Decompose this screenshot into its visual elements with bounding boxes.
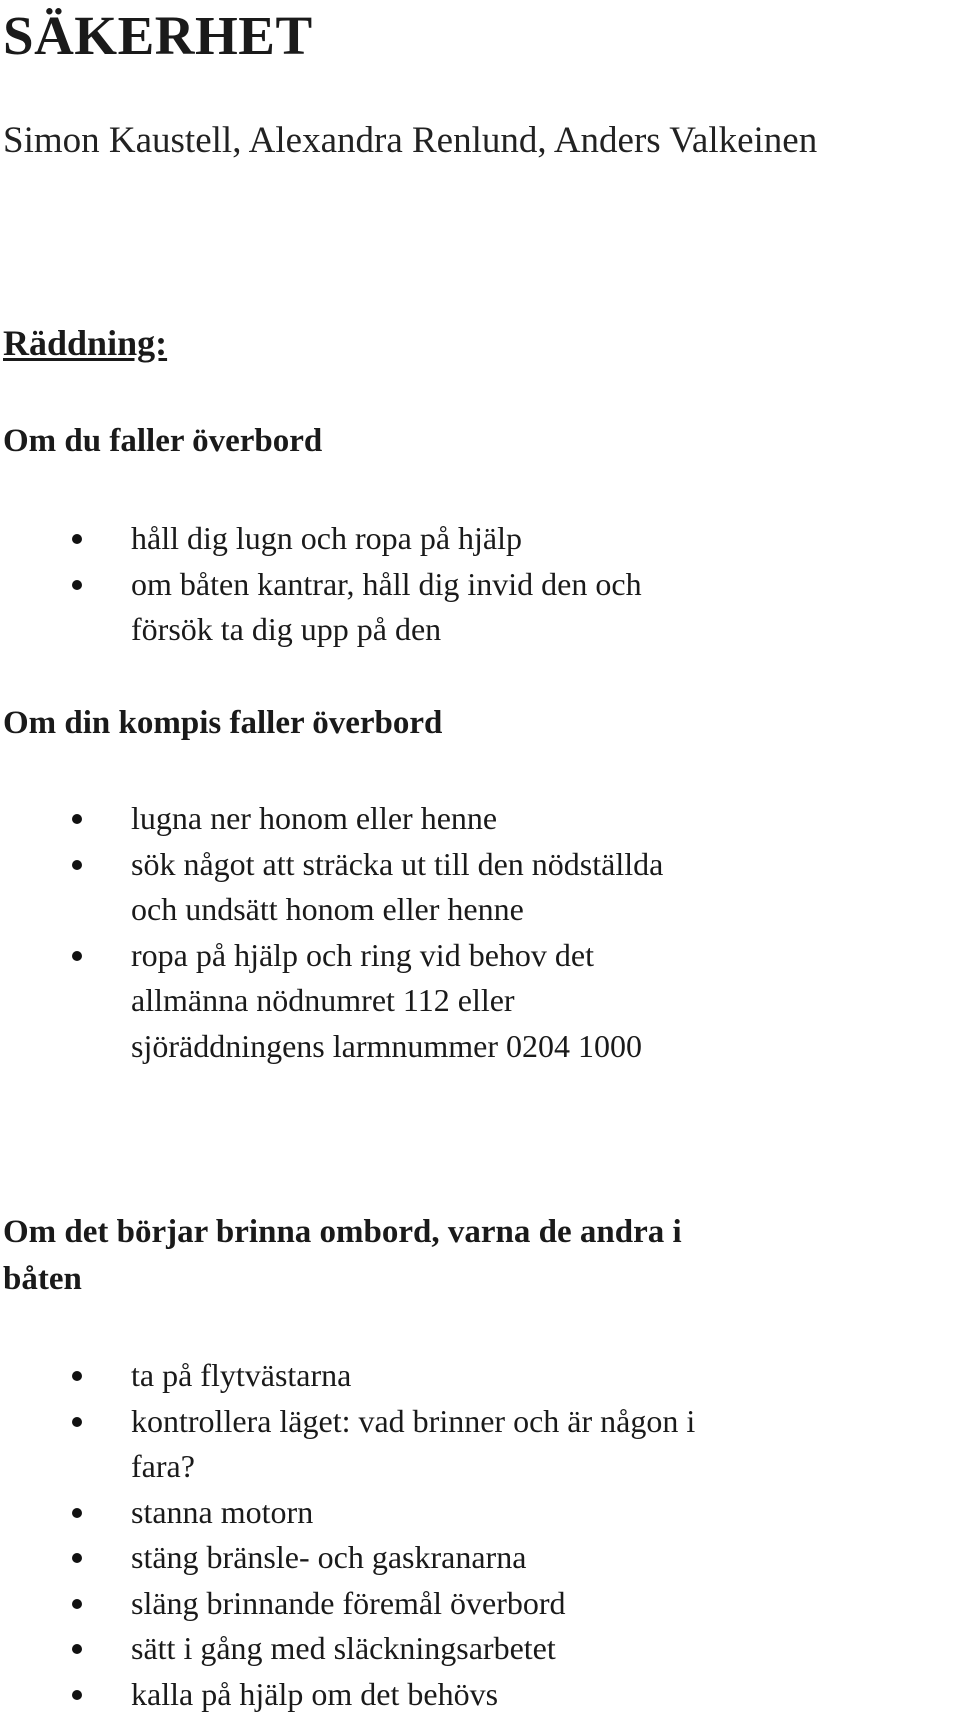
- list-item-text: stanna motorn: [131, 1494, 313, 1530]
- section-heading-raddning: Räddning:: [3, 321, 167, 365]
- list-item: [0, 1626, 711, 1672]
- list-item-text: om båten kantrar, håll dig invid den och försök ta dig upp på den: [131, 566, 642, 648]
- authors-line: Simon Kaustell, Alexandra Renlund, Anders Valkeinen: [3, 118, 817, 164]
- list-item: [0, 842, 711, 933]
- document-title: SÄKERHET: [3, 4, 313, 68]
- list-item-text: kalla på hjälp om det behövs: [131, 1676, 498, 1712]
- list-item: [0, 516, 711, 562]
- subheading-overboard-friend: Om din kompis faller överbord: [3, 700, 763, 747]
- bullet-icon: [72, 1508, 82, 1518]
- list-item: [0, 1399, 711, 1490]
- list-item: [0, 562, 711, 653]
- bullet-icon: [72, 1644, 82, 1654]
- bullet-icon: [72, 534, 82, 544]
- bullet-icon: [72, 1371, 82, 1381]
- bullet-list-overboard-friend: [0, 796, 960, 1069]
- bullet-icon: [72, 814, 82, 824]
- list-item-text: sätt i gång med släckningsarbetet: [131, 1630, 556, 1666]
- bullet-icon: [72, 1553, 82, 1563]
- bullet-icon: [72, 580, 82, 590]
- list-item: [0, 1581, 711, 1627]
- bullet-list-fire-onboard: [0, 1353, 960, 1717]
- list-item: [0, 933, 711, 1070]
- bullet-icon: [72, 951, 82, 961]
- bullet-list-overboard-self: [0, 516, 960, 653]
- bullet-icon: [72, 1417, 82, 1427]
- list-item-text: ta på flytvästarna: [131, 1357, 351, 1393]
- list-item-text: kontrollera läget: vad brinner och är någon i fara?: [131, 1403, 695, 1485]
- list-item-text: släng brinnande föremål överbord: [131, 1585, 566, 1621]
- list-item-text: lugna ner honom eller henne: [131, 800, 497, 836]
- list-item: [0, 796, 711, 842]
- list-item: [0, 1535, 711, 1581]
- list-item: [0, 1672, 711, 1717]
- bullet-icon: [72, 1690, 82, 1700]
- subheading-overboard-self: Om du faller överbord: [3, 418, 763, 465]
- list-item-text: ropa på hjälp och ring vid behov det allmänna nödnumret 112 eller sjöräddningens larmnummer 0204 1000: [131, 937, 642, 1064]
- list-item-text: stäng bränsle- och gaskranarna: [131, 1539, 526, 1575]
- bullet-icon: [72, 860, 82, 870]
- list-item-text: sök något att sträcka ut till den nödställda och undsätt honom eller henne: [131, 846, 663, 928]
- subheading-fire-onboard: Om det börjar brinna ombord, varna de andra i båten: [3, 1209, 703, 1303]
- list-item-text: håll dig lugn och ropa på hjälp: [131, 520, 522, 556]
- list-item: [0, 1353, 711, 1399]
- list-item: [0, 1490, 711, 1536]
- bullet-icon: [72, 1599, 82, 1609]
